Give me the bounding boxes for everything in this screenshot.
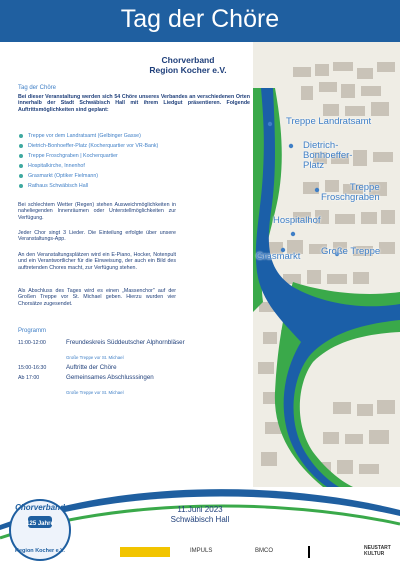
map-label-dietrich-bonhoeffer-platz: Dietrich- Bonhoeffer- Platz [303,140,353,171]
sponsor-logo-impuls: IMPULS [190,548,213,554]
org-line-2: Region Kocher e.V. [149,65,227,75]
program-heading: Programm [18,328,47,334]
intro-heading: Tag der Chöre [18,85,57,91]
map-label-treppe-landratsamt: Treppe Landratsamt [286,116,372,127]
map-label-grosse-treppe: Große Treppe [321,246,381,257]
sponsor-logo-neustart-kultur: NEUSTART KULTUR [364,545,391,557]
venue-item: Grasmarkt (Optiker Fielmann) [18,171,158,181]
info-weather: Bei schlechtem Wetter (Regen) stehen Ausweichmöglichkeiten in naheliegenden Innenräumen oder Unterstellmöglichkeiten zur Verfügung. [18,202,176,221]
bullet-icon [19,134,23,138]
map-label-hospitalhof: Hospitalhof [273,215,321,226]
venue-item: Rathaus Schwäbisch Hall [18,181,158,191]
event-city: Schwäbisch Hall [170,515,230,524]
event-date-block [130,505,270,525]
venue-item: Treppe vor dem Landratsamt (Gelbinger Gasse) [18,131,158,141]
page-title: Tag der Chöre [120,5,280,33]
city-map [253,42,400,487]
organization-name [128,55,248,75]
info-equipment: An den Veranstaltungsplätzen wird ein E-Piano, Hocker, Notenpult und ein Verantwortlicher für die Einweisung, der auch ein Bild des auftretenden Chores macht, zur Verfügung stehen. [18,252,176,271]
bullet-icon [19,164,23,168]
program-time: 15:00-16:30 [18,365,47,371]
sponsor-logo-bank [120,547,170,557]
program-name: Freundeskreis Süddeutscher Alphornbläser [66,339,185,346]
bullet-icon [19,174,23,178]
bullet-icon [19,144,23,148]
map-label-grasmarkt: Grasmarkt [256,251,301,262]
program-location: Große Treppe vor St. Michael [66,355,124,360]
bullet-icon [19,154,23,158]
program-time: Ab 17:00 [18,375,40,381]
sponsor-bar [120,545,400,561]
org-line-1: Chorverband [161,55,215,65]
program-location: Große Treppe vor St. Michael [66,390,124,395]
info-songs: Jeder Chor singt 3 Lieder. Die Einteilung erfolgte über unsere Veranstaltungs-App. [18,230,176,243]
program-time: 11:00-12:00 [18,340,46,346]
intro-text: Bei dieser Veranstaltung werden sich 54 Chöre unseres Verbandes an verschiedenen Orten innerhalb der Stadt Schwäbisch Hall mit ihrem Liedgut präsentieren. Folgende Auftrittsmöglichkeiten sind geplant: [18,94,250,113]
bullet-icon [19,184,23,188]
sponsor-logo-bmco: BMCO [255,548,273,554]
venue-item: Dietrich-Bonhoeffer-Platz (Kocherquartier vor VR-Bank) [18,141,158,151]
svg-text:Chorverband: Chorverband [15,503,65,512]
svg-text:125 Jahre: 125 Jahre [26,521,54,527]
venue-item: Treppe Froschgraben | Kocherquartier [18,151,158,161]
program-name: Auftritte der Chöre [66,364,117,371]
map-graphic [253,42,400,487]
venue-list [18,131,158,191]
sponsor-logo-ministry [308,546,350,558]
map-label-treppe-froschgraben: Treppe Froschgraben [321,182,380,203]
svg-text:Region Kocher e.V.: Region Kocher e.V. [15,548,65,554]
program-name: Gemeinsames Abschlusssingen [66,374,154,381]
event-date: 11.Juni 2023 [177,505,223,514]
header-banner [0,0,400,42]
info-finale: Als Abschluss des Tages wird es einen „Massenchor" auf der Großen Treppe vor St. Michael geben. Hierzu wurden vier Chorsätze zugesendet. [18,288,176,307]
venue-item: Hospitalkirche, Innenhof [18,161,158,171]
